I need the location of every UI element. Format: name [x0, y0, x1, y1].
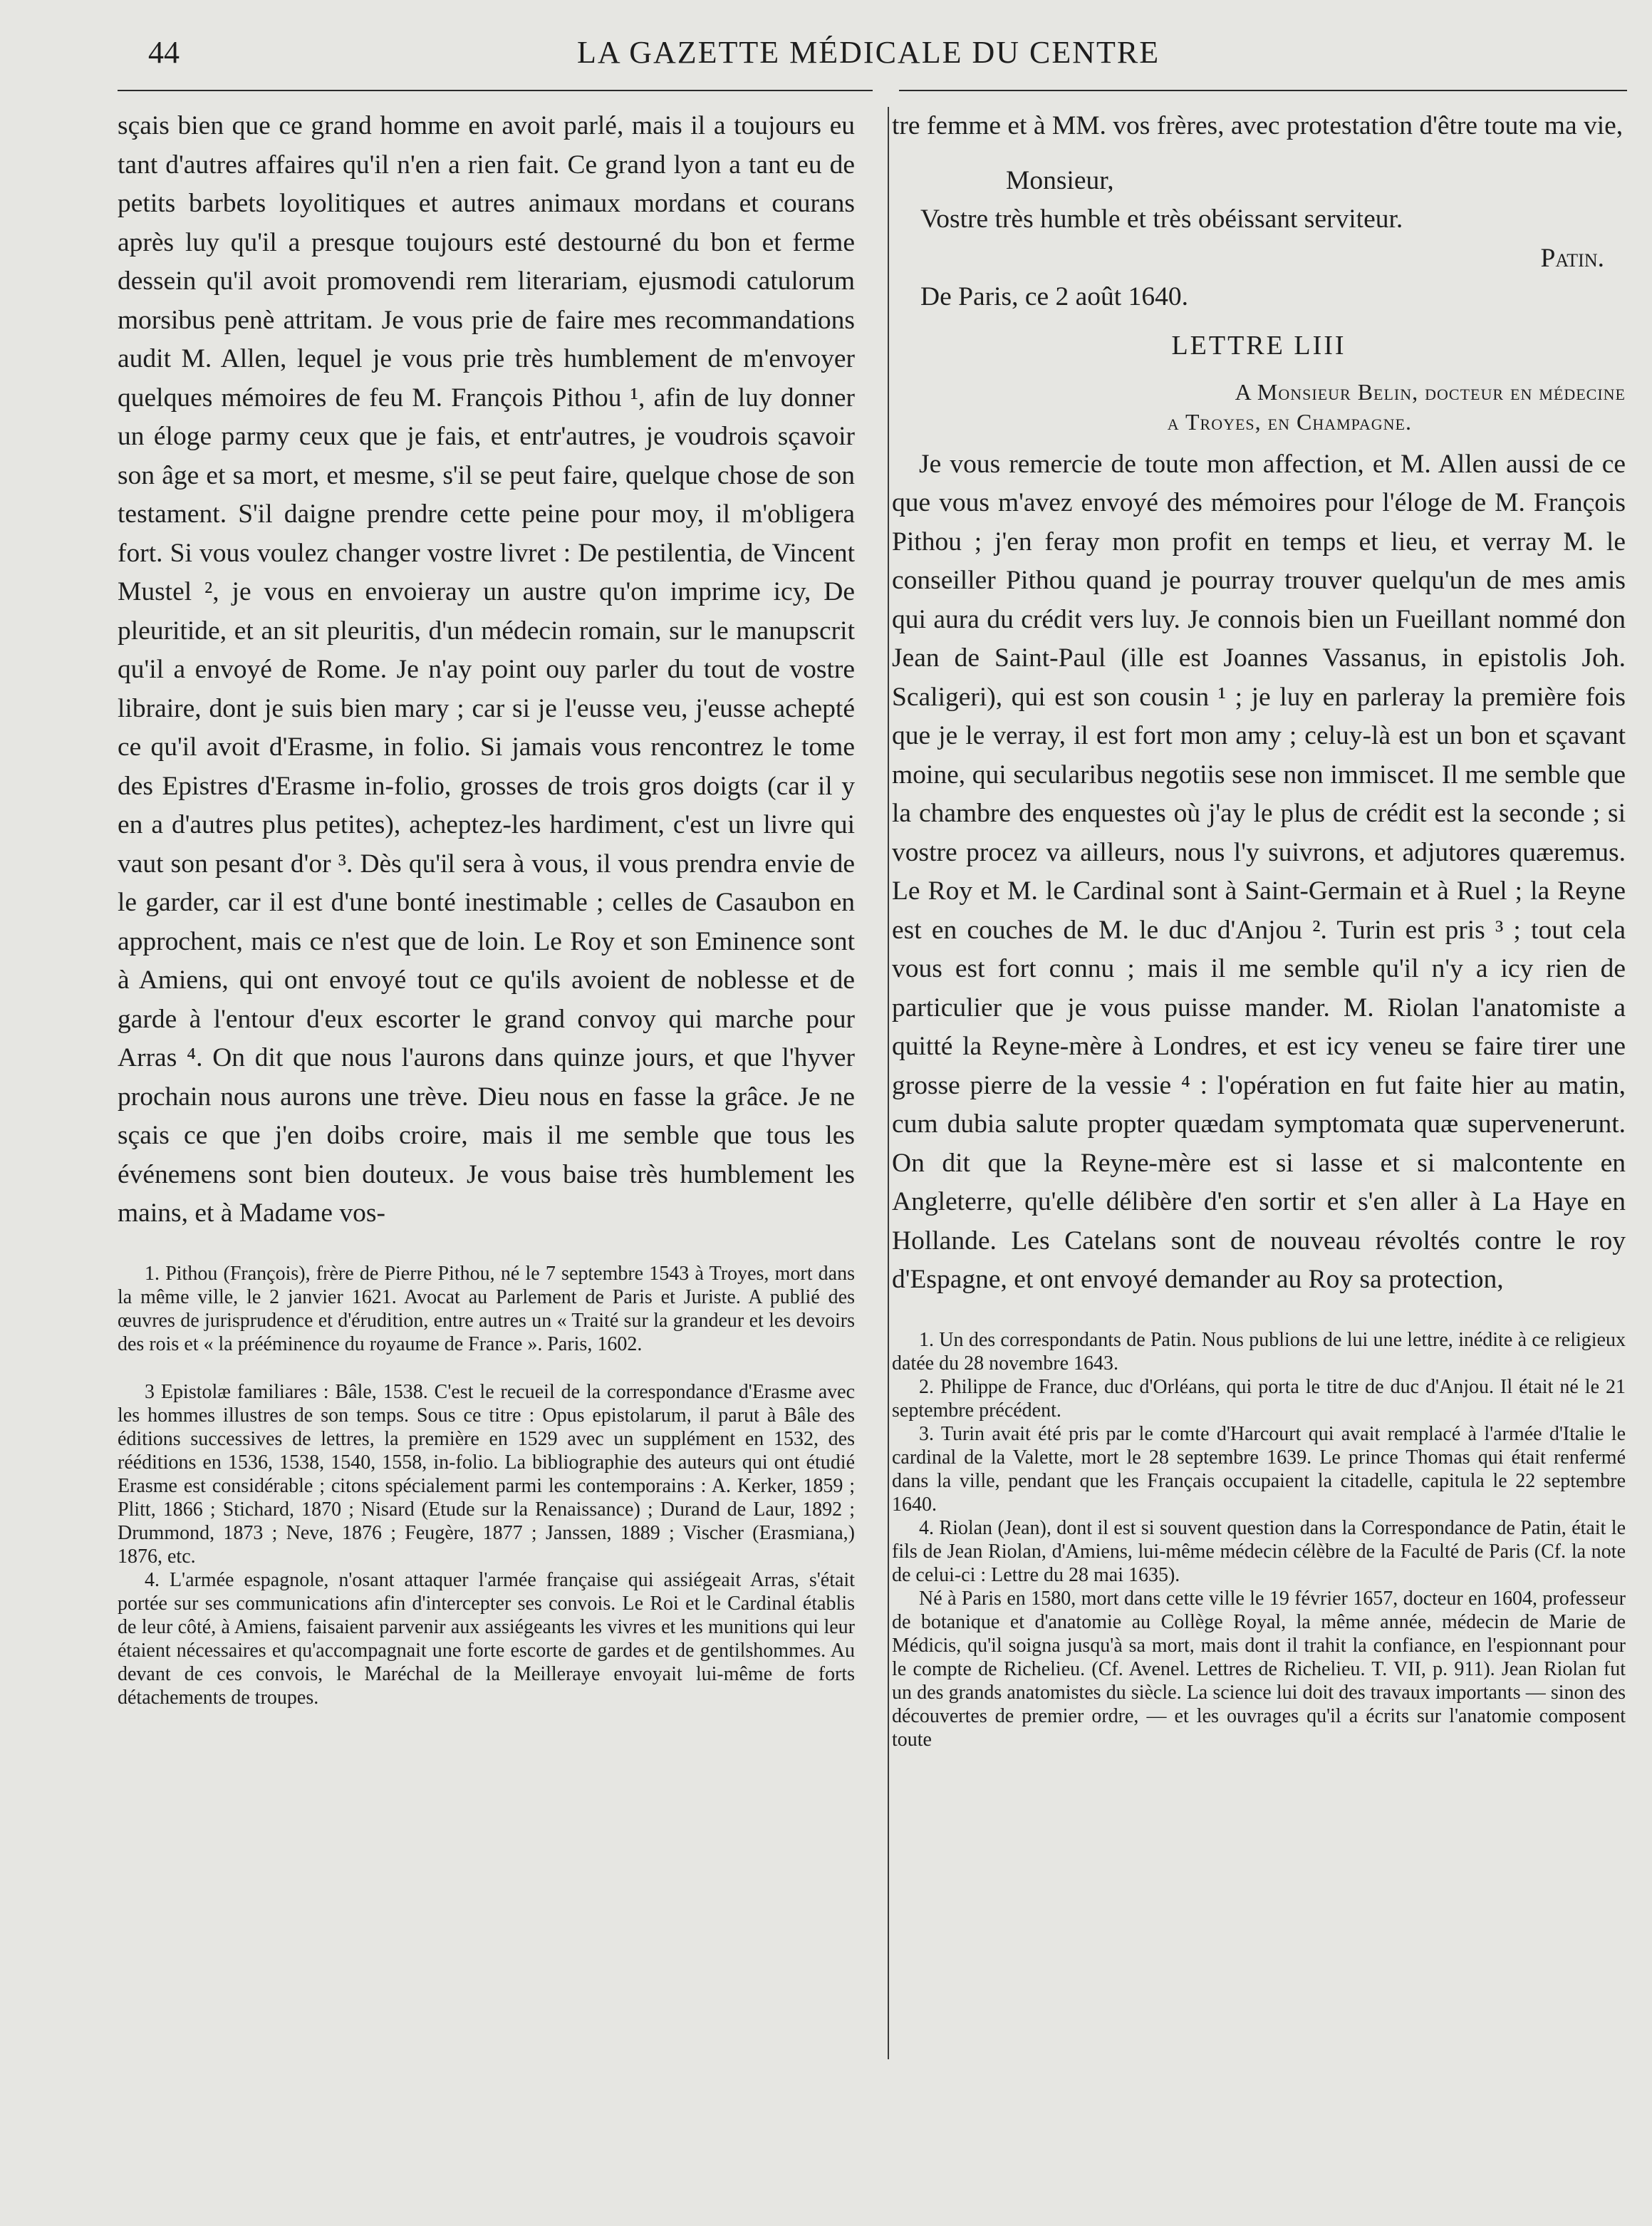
right-footnote-4-continued: Né à Paris en 1580, mort dans cette ville le 19 février 1657, docteur en 1604, professeur de botanique et d'anatomie au Collège Royal, la même année, médecin de Marie de Médicis, qu'il soigna jusqu'à sa mort, mais dont il trahit la confiance, en l'espionnant pour le compte de Richelieu. (Cf. Avenel. Lettres de Richelieu. T. VII, p. 911). Jean Riolan fut un des grands anatomistes du siècle. La science lui doit des travaux importants — sinon des découvertes de premier ordre, — et les ouvrages qu'il a écrits sur l'anatomie composent toute	[892, 1587, 1626, 1751]
closing-formula: Vostre très humble et très obéissant serviteur.	[920, 205, 1403, 234]
letter-title: LETTRE LIII	[1171, 330, 1346, 361]
right-column	[892, 107, 1626, 1751]
page-header	[0, 34, 1652, 77]
header-rule-left	[118, 90, 873, 91]
left-body-text: sçais bien que ce grand homme en avoit parlé, mais il a toujours eu tant d'autres affaires qu'il n'en a rien fait. Ce grand lyon a tant eu de petits barbets loyolitiques et autres animaux mordans et courans après luy qu'il a presque toujours esté destourné du bon et ferme dessein qu'il avoit promovendi rem literariam, ejusmodi catulorum morsibus penè attritam. Je vous prie de faire mes recommandations audit M. Allen, lequel je vous prie très humblement de m'envoyer quelques mémoires de feu M. François Pithou ¹, afin de luy donner un éloge parmy ceux que je fais, et entr'autres, je voudrois sçavoir son âge et sa mort, et mesme, s'il se peut faire, quelque chose de son testament. S'il daigne prendre cette peine pour moy, il m'obligera fort. Si vous voulez changer vostre livret : De pestilentia, de Vincent Mustel ², je vous en envoieray un austre qu'on imprime icy, De pleuritide, et an sit pleuritis, d'un médecin romain, sur le manupscrit qu'il a envoyé de Rome. Je n'ay point ouy parler du tout de vostre libraire, dont je suis bien mary ; car si je l'eusse veu, j'eusse achepté ce qu'il avoit d'Erasme, in folio. Si jamais vous rencontrez le tome des Epistres d'Erasme in-folio, grosses de trois gros doigts (car il y en a d'autres plus petites), acheptez-les hardiment, c'est un livre qui vaut son pesant d'or ³. Dès qu'il sera à vous, il vous prendra envie de le garder, car il est d'une bonté inestimable ; celles de Casaubon en approchent, mais ce n'est que de loin. Le Roy et son Eminence sont à Amiens, qui ont envoyé tout ce qu'ils avoient de noblesse et de garde à l'entour d'eux escorter le grand convoy qui marche pour Arras ⁴. On dit que nous l'aurons dans quinze jours, et que l'hyver prochain nous aurons une trève. Dieu nous en fasse la grâce. Je ne sçais ce que j'en doibs croire, mais il me semble que tous les événemens sont bien douteux. Je vous baise très humblement les mains, et à Madame vos-	[118, 111, 855, 1228]
letter-ending: tre femme et à MM. vos frères, avec protestation d'être toute ma vie,	[892, 111, 1624, 140]
right-footnote-1: 1. Un des correspondants de Patin. Nous publions de lui une lettre, inédite à ce religieux datée du 28 novembre 1643.	[892, 1328, 1626, 1375]
right-footnote-2: 2. Philippe de France, duc d'Orléans, qui porta le titre de duc d'Anjou. Il était né le 21 septembre précédent.	[892, 1375, 1626, 1422]
right-footnote-4: 4. Riolan (Jean), dont il est si souvent question dans la Correspondance de Patin, était le fils de Jean Riolan, d'Amiens, lui-même médecin célèbre de la Faculté de Paris (Cf. la note de celui-ci : Lettre du 28 mai 1635).	[892, 1516, 1626, 1586]
place-date: De Paris, ce 2 août 1640.	[920, 282, 1188, 311]
header-rule-right	[899, 90, 1627, 91]
right-body-text: Je vous remercie de toute mon affection, et M. Allen aussi de ce que vous m'avez envoyé des mémoires pour l'éloge de M. François Pithou ; j'en feray mon profit en temps et lieu, et verray M. le conseiller Pithou quand je pourray trouver quelqu'un de mes amis qui aura du crédit vers luy. Je connois bien un Fueillant nommé don Jean de Saint-Paul (ille est Joannes Vassanus, in epistolis Joh. Scaligeri), qui est son cousin ¹ ; je luy en parleray la première fois que je le verray, il est fort mon amy ; celuy-là est un bon et sçavant moine, qui secularibus negotiis sese non immiscet. Il me semble que la chambre des enquestes où j'ay le plus de crédit est la seconde ; si vostre procez va ailleurs, nous l'y suivrons, et adjutores quæremus. Le Roy et M. le Cardinal sont à Saint-Germain et à Ruel ; la Reyne est en couches de M. le duc d'Anjou ². Turin est pris ³ ; tout cela vous est fort connu ; mais il me semble qu'il n'y a icy rien de particulier que je vous puisse mander. M. Riolan l'anatomiste a quitté la Reyne-mère à Londres, et est icy veneu se faire tirer une grosse pierre de la vessie ⁴ : l'opération en fut faite hier au matin, cum dubia salute propter quædam symptomata quæ supervenerunt. On dit que la Reyne-mère est si lasse et si malcontente en Angleterre, qu'elle délibère d'en sortir et s'en aller à La Haye en Hollande. Les Catelans sont de nouveau révoltés contre le roy d'Espagne, et ont envoyé demander au Roy sa protection,	[892, 449, 1626, 1294]
letter-address-line-2: a Troyes, en Champagne.	[1167, 408, 1412, 435]
left-column	[118, 107, 855, 1709]
left-footnote-3: 3 Epistolæ familiares : Bâle, 1538. C'est le recueil de la correspondance d'Erasme avec les hommes illustres de son temps. Sous ce titre : Opus epistolarum, il parut à Bâle des éditions successives de lettres, la première en 1529 avec un supplément en 1532, des rééditions en 1536, 1538, 1540, 1558, in-folio. La bibliographie des auteurs qui ont étudié Erasme est considérable ; citons spécialement parmi les contemporains : A. Kerker, 1859 ; Plitt, 1866 ; Stichard, 1870 ; Nisard (Etude sur la Renaissance) ; Durand de Laur, 1892 ; Drummond, 1873 ; Neve, 1876 ; Feugère, 1877 ; Janssen, 1889 ; Vischer (Erasmiana,) 1876, etc.	[118, 1380, 855, 1568]
page-number: 44	[148, 35, 180, 70]
column-divider	[888, 107, 889, 2059]
left-footnote-1: 1. Pithou (François), frère de Pierre Pithou, né le 7 septembre 1543 à Troyes, mort dans la même ville, le 2 janvier 1621. Avocat au Parlement de Paris et Juriste. A publié des œuvres de jurisprudence et d'érudition, entre autres un « Traité sur la grandeur et les devoirs des rois et « la prééminence du royaume de France ». Paris, 1602.	[118, 1262, 855, 1355]
salutation: Monsieur,	[1006, 165, 1114, 195]
letter-address-line-1: A Monsieur Belin, docteur en médecine	[1235, 378, 1626, 405]
signature: Patin.	[1540, 243, 1604, 273]
left-footnote-4: 4. L'armée espagnole, n'osant attaquer l'armée française qui assiégeait Arras, s'était portée sur ses communications afin d'intercepter ses convois. Le Roi et le Cardinal établis de leur côté, à Amiens, faisaient parvenir aux assiégeants les vivres et les munitions qui leur étaient nécessaires et qu'accompagnait une forte escorte de gardes et de gentilshommes. Au devant de ces convois, le Maréchal de la Meilleraye envoyait lui-même de forts détachements de troupes.	[118, 1568, 855, 1709]
right-footnote-3: 3. Turin avait été pris par le comte d'Harcourt qui avait remplacé à l'armée d'Italie le cardinal de la Valette, mort le 28 septembre 1639. Le prince Thomas qui était renfermé dans la ville, pendant que les Français occupaient la citadelle, capitula le 22 septembre 1640.	[892, 1422, 1626, 1516]
running-title: LA GAZETTE MÉDICALE DU CENTRE	[577, 35, 1160, 70]
